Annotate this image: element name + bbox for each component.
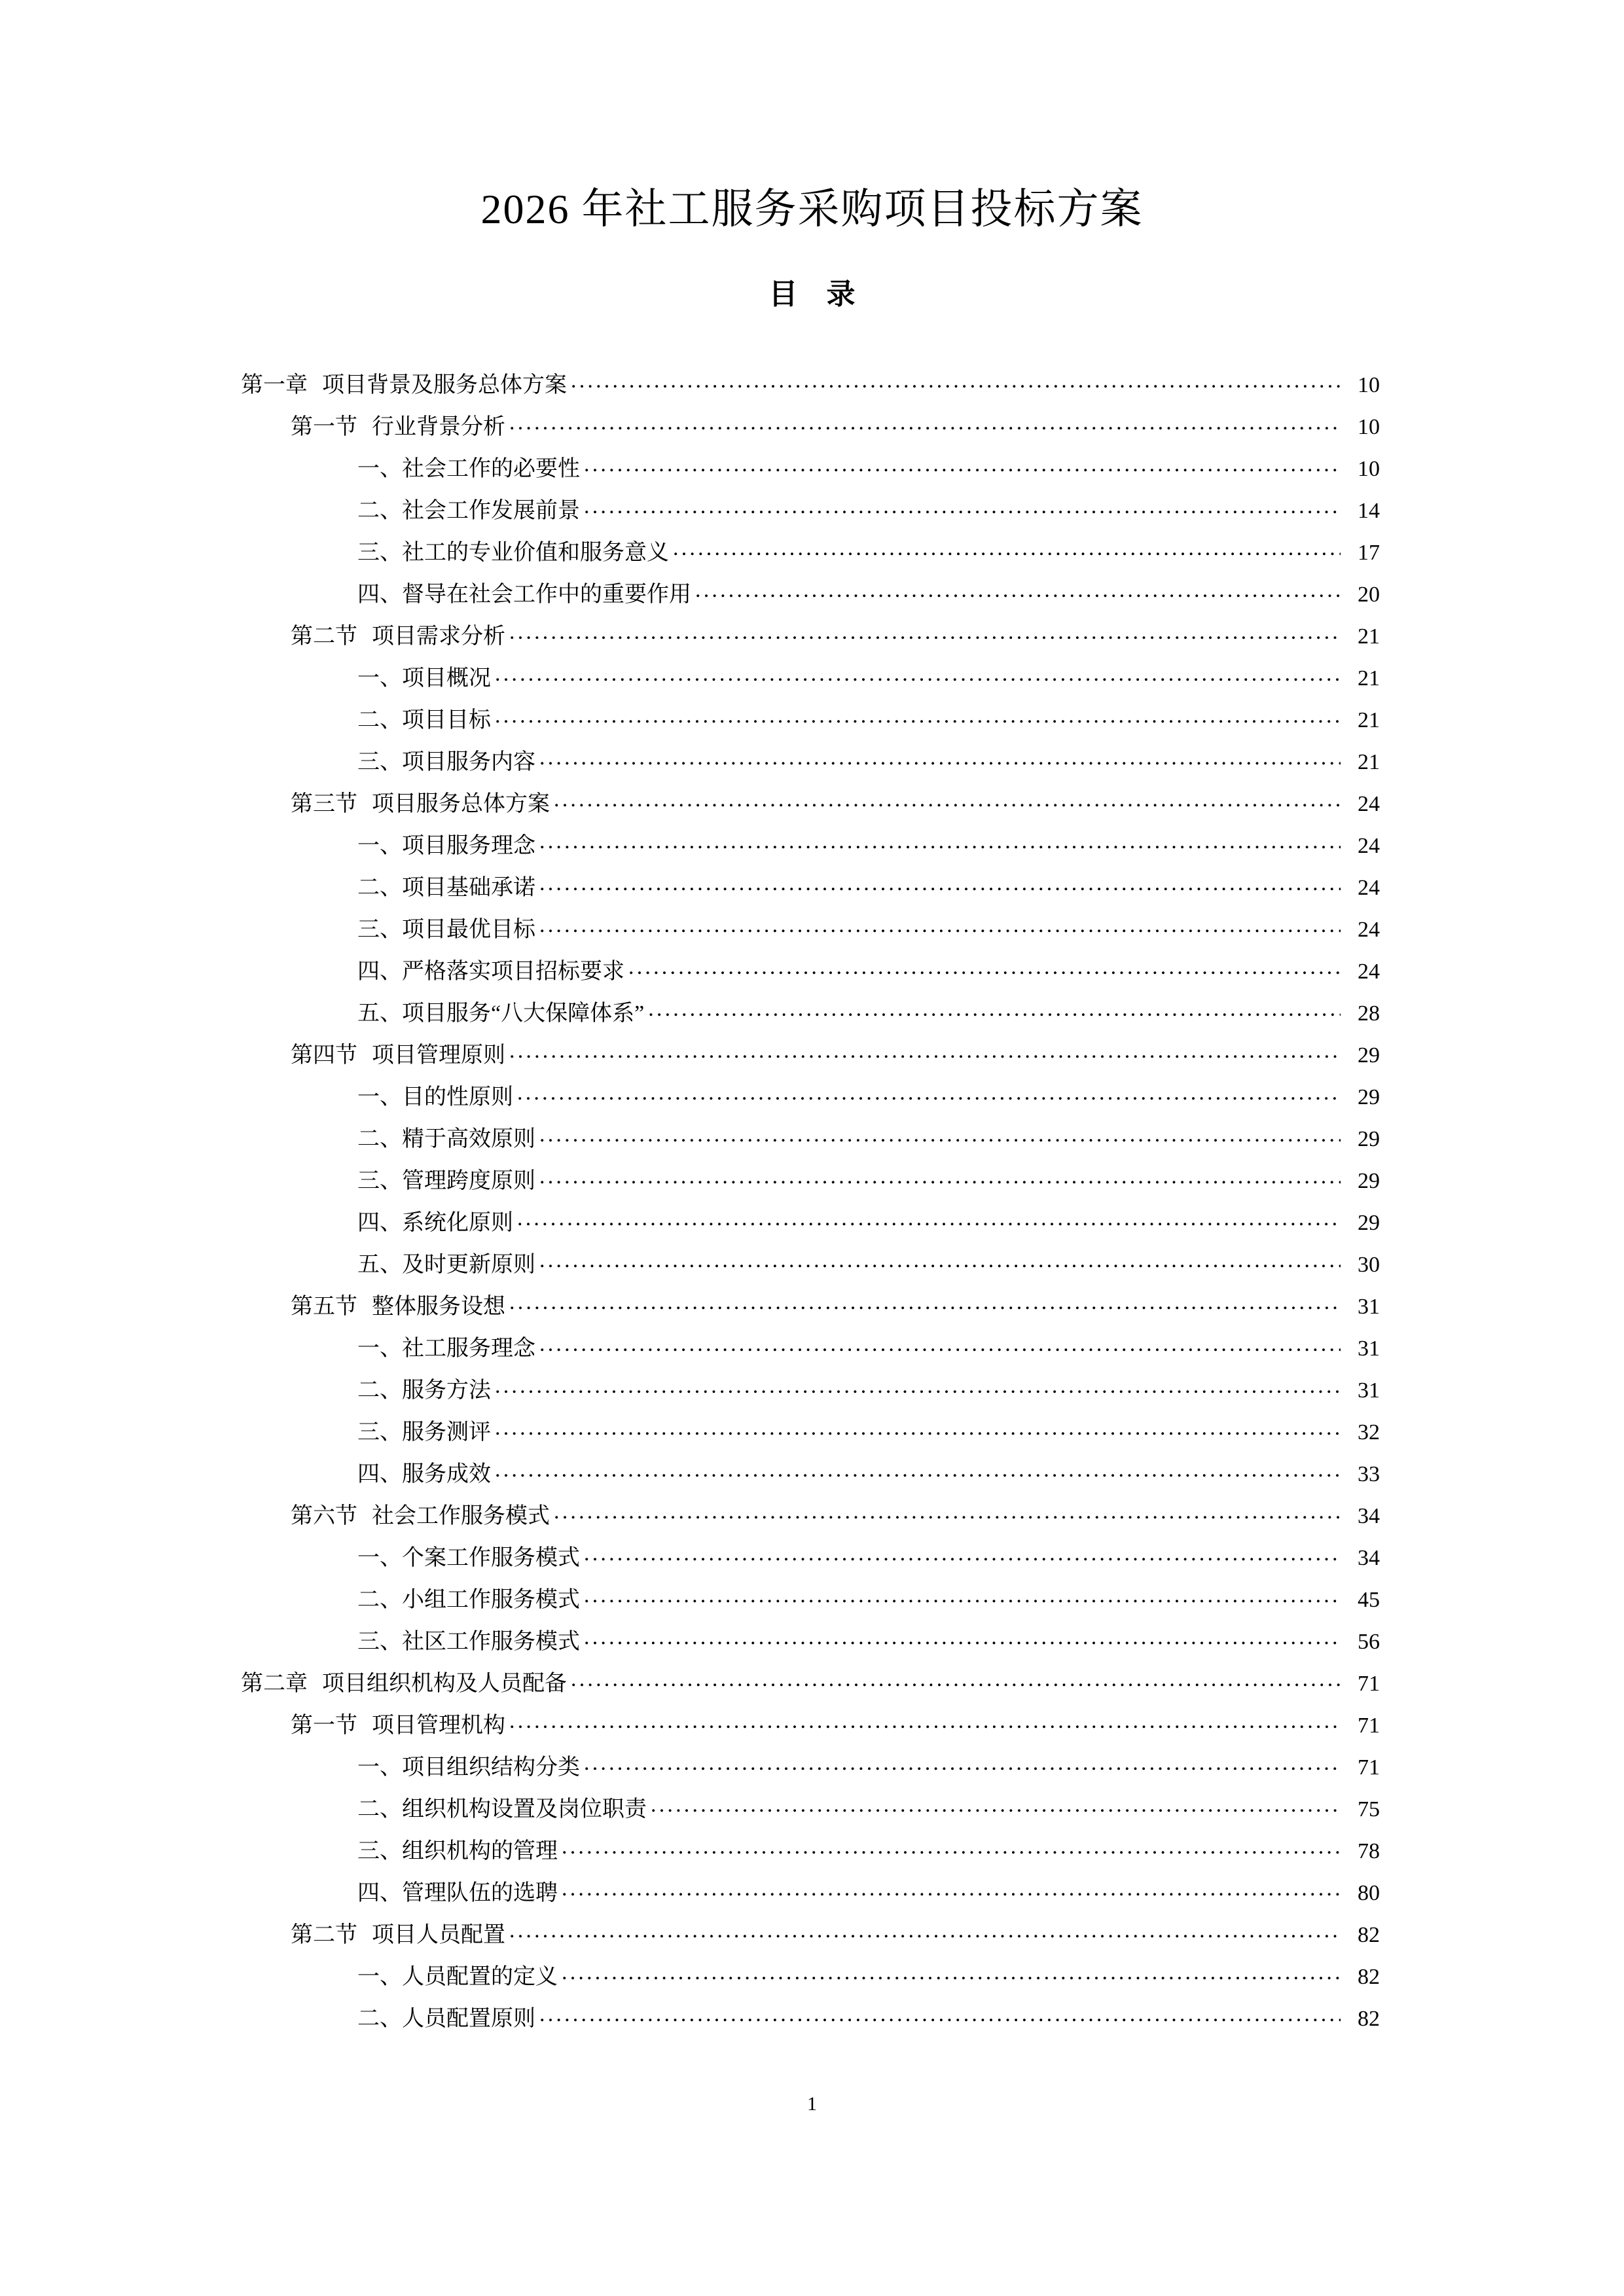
toc-entry-page-number: 29 — [1358, 1085, 1380, 1109]
toc-entry-page-number: 34 — [1358, 1546, 1380, 1570]
toc-entry-label — [357, 1454, 494, 1496]
toc-leader-dots — [495, 663, 1341, 685]
toc-entry-page-number: 24 — [1358, 792, 1380, 816]
toc-entry-page-number: 71 — [1358, 1713, 1380, 1738]
toc-entry-text: 管理跨度原则 — [402, 1169, 535, 1193]
toc-entry-page-number: 21 — [1358, 708, 1380, 732]
toc-entry-label — [357, 909, 538, 951]
toc-entry[interactable] — [357, 1119, 1380, 1160]
toc-leader-dots — [651, 1794, 1341, 1816]
toc-leader-dots — [673, 537, 1341, 560]
toc-leader-dots — [571, 1668, 1341, 1691]
toc-entry-label — [357, 448, 583, 490]
toc-entry-number: 第二章 — [241, 1672, 308, 1696]
toc-leader-dots — [495, 1459, 1341, 1481]
toc-leader-dots — [517, 1082, 1341, 1104]
toc-entry-number: 三、 — [357, 1169, 402, 1193]
toc-entry[interactable] — [291, 616, 1380, 658]
toc-entry-label — [357, 1747, 583, 1789]
toc-entry-text: 服务测评 — [402, 1420, 491, 1444]
toc-entry-number: 一、 — [357, 834, 402, 858]
toc-entry-number: 三、 — [357, 1839, 402, 1863]
toc-entry-page-number: 32 — [1358, 1420, 1380, 1444]
toc-entry-label — [291, 406, 508, 448]
toc-entry-page-number: 45 — [1358, 1588, 1380, 1612]
toc-entry-text: 项目最优目标 — [402, 918, 535, 942]
toc-entry-text: 社会工作发展前景 — [402, 499, 580, 523]
toc-leader-dots — [539, 914, 1341, 937]
toc-entry-number: 二、 — [357, 2007, 402, 2031]
toc-leader-dots — [495, 705, 1341, 727]
toc-entry-page-number: 21 — [1358, 624, 1380, 649]
toc-leader-dots — [648, 998, 1341, 1020]
toc-entry-text: 社工的专业价值和服务意义 — [402, 541, 669, 565]
toc-entry-page-number: 80 — [1358, 1881, 1380, 1905]
toc-entry[interactable] — [241, 365, 1380, 406]
toc-entry-page-number: 31 — [1358, 1295, 1380, 1319]
toc-entry[interactable] — [357, 993, 1380, 1035]
toc-entry[interactable] — [357, 1789, 1380, 1831]
toc-leader-dots — [509, 621, 1341, 643]
toc-entry-number: 五、 — [357, 1253, 402, 1277]
toc-entry-text: 项目管理机构 — [372, 1713, 505, 1738]
toc-entry-label — [291, 1035, 508, 1077]
toc-entry[interactable] — [291, 1914, 1380, 1956]
toc-entry-page-number: 78 — [1358, 1839, 1380, 1863]
toc-entry-number: 一、 — [357, 1546, 402, 1570]
toc-entry-number: 一、 — [357, 1336, 402, 1361]
toc-entry-label — [291, 1705, 508, 1747]
toc-entry-page-number: 82 — [1358, 2007, 1380, 2031]
toc-entry-page-number: 10 — [1358, 415, 1380, 439]
toc-entry-label — [357, 1956, 560, 1998]
toc-entry[interactable] — [357, 1873, 1380, 1914]
toc-entry-text: 组织机构设置及岗位职责 — [402, 1797, 647, 1821]
toc-entry-label — [357, 700, 494, 742]
toc-entry-page-number: 10 — [1358, 373, 1380, 397]
toc-leader-dots — [562, 1962, 1341, 1984]
toc-entry-text: 项目管理原则 — [372, 1043, 505, 1067]
toc-entry-number: 四、 — [357, 960, 402, 984]
toc-entry-number: 一、 — [357, 666, 402, 691]
toc-entry-text: 项目概况 — [402, 666, 491, 691]
toc-entry-text: 项目服务内容 — [402, 750, 535, 774]
toc-leader-dots — [554, 789, 1341, 811]
toc-entry[interactable] — [357, 532, 1380, 574]
toc-entry-text: 项目基础承诺 — [402, 876, 535, 900]
toc-entry-label — [357, 1077, 516, 1119]
toc-entry-page-number: 75 — [1358, 1797, 1380, 1821]
toc-entry-text: 管理队伍的选聘 — [402, 1881, 558, 1905]
toc-entry[interactable] — [291, 1496, 1380, 1537]
toc-entry-number: 一、 — [357, 1965, 402, 1989]
toc-entry-text: 服务成效 — [402, 1462, 491, 1486]
toc-entry-label — [357, 1998, 538, 2040]
toc-leader-dots — [539, 1249, 1341, 1272]
toc-entry-label — [357, 742, 538, 783]
toc-entry-label — [357, 1537, 583, 1579]
toc-entry-label — [357, 1621, 583, 1663]
toc-entry-label — [357, 490, 583, 532]
toc-entry[interactable] — [357, 909, 1380, 951]
toc-entry-number: 第二节 — [291, 624, 357, 649]
toc-entry-number: 第一章 — [241, 373, 308, 397]
toc-entry-label — [291, 783, 552, 825]
toc-entry-page-number: 24 — [1358, 876, 1380, 900]
toc-entry-label — [357, 1412, 494, 1454]
toc-entry-page-number: 24 — [1358, 960, 1380, 984]
toc-leader-dots — [562, 1878, 1341, 1900]
toc-entry-number: 二、 — [357, 876, 402, 900]
toc-entry-number: 第五节 — [291, 1295, 357, 1319]
toc-entry-number: 二、 — [357, 708, 402, 732]
toc-leader-dots — [509, 1040, 1341, 1062]
toc-entry[interactable] — [357, 1244, 1380, 1286]
toc-entry-page-number: 24 — [1358, 918, 1380, 942]
toc-entry-text: 及时更新原则 — [402, 1253, 535, 1277]
toc-entry-page-number: 28 — [1358, 1001, 1380, 1026]
toc-entry-label — [357, 951, 627, 993]
toc-entry-text: 社会工作的必要性 — [402, 457, 580, 481]
toc-entry-number: 二、 — [357, 1378, 402, 1403]
toc-entry-text: 服务方法 — [402, 1378, 491, 1403]
toc-entry-page-number: 21 — [1358, 750, 1380, 774]
toc-entry[interactable] — [357, 574, 1380, 616]
toc-leader-dots — [517, 1208, 1341, 1230]
toc-entry-text: 行业背景分析 — [372, 415, 505, 439]
toc-entry-text: 个案工作服务模式 — [402, 1546, 580, 1570]
toc-entry[interactable] — [357, 1956, 1380, 1998]
toc-entry-label — [241, 1663, 569, 1705]
toc-entry[interactable] — [357, 1537, 1380, 1579]
toc-entry-text: 社会工作服务模式 — [372, 1504, 550, 1528]
toc-entry[interactable] — [357, 700, 1380, 742]
toc-entry-number: 三、 — [357, 1630, 402, 1654]
toc-leader-dots — [539, 872, 1341, 895]
toc-entry-text: 项目人员配置 — [372, 1923, 505, 1947]
toc-entry-text: 项目服务总体方案 — [372, 792, 550, 816]
toc-leader-dots — [509, 1291, 1341, 1314]
toc-leader-dots — [539, 747, 1341, 769]
toc-entry-page-number: 30 — [1358, 1253, 1380, 1277]
toc-entry-text: 精于高效原则 — [402, 1127, 535, 1151]
toc-entry-number: 四、 — [357, 1881, 402, 1905]
toc-leader-dots — [539, 831, 1341, 853]
toc-entry-number: 第一节 — [291, 415, 357, 439]
toc-entry-number: 一、 — [357, 1755, 402, 1780]
toc-entry-page-number: 24 — [1358, 834, 1380, 858]
toc-entry-number: 第四节 — [291, 1043, 357, 1067]
toc-entry[interactable] — [357, 490, 1380, 532]
toc-entry-page-number: 29 — [1358, 1169, 1380, 1193]
toc-entry[interactable] — [357, 951, 1380, 993]
toc-entry-label — [291, 1286, 508, 1328]
toc-entry-number: 第六节 — [291, 1504, 357, 1528]
toc-leader-dots — [539, 1124, 1341, 1146]
toc-entry-page-number: 14 — [1358, 499, 1380, 523]
toc-entry-number: 一、 — [357, 1085, 402, 1109]
toc-entry[interactable] — [291, 783, 1380, 825]
toc-entry[interactable] — [357, 1160, 1380, 1202]
toc-entry-text: 督导在社会工作中的重要作用 — [402, 583, 691, 607]
toc-entry-page-number: 29 — [1358, 1043, 1380, 1067]
toc-leader-dots — [584, 454, 1341, 476]
toc-entry-page-number: 29 — [1358, 1211, 1380, 1235]
toc-entry-label — [291, 616, 508, 658]
toc-leader-dots — [695, 579, 1341, 601]
toc-entry-text: 项目服务理念 — [402, 834, 535, 858]
toc-entry[interactable] — [357, 448, 1380, 490]
toc-entry[interactable] — [357, 1831, 1380, 1873]
toc-entry-number: 四、 — [357, 1462, 402, 1486]
toc-leader-dots — [584, 1626, 1341, 1649]
toc-entry-page-number: 71 — [1358, 1672, 1380, 1696]
toc-entry-label — [291, 1496, 552, 1537]
toc-entry-page-number: 71 — [1358, 1755, 1380, 1780]
toc-entry[interactable] — [357, 742, 1380, 783]
toc-entry[interactable] — [357, 1412, 1380, 1454]
table-of-contents — [241, 365, 1380, 2040]
toc-leader-dots — [509, 412, 1341, 434]
toc-entry-number: 三、 — [357, 750, 402, 774]
toc-entry-page-number: 31 — [1358, 1378, 1380, 1403]
toc-entry[interactable] — [357, 1747, 1380, 1789]
document-title: 2026 年社工服务采购项目投标方案 — [480, 186, 1144, 232]
toc-entry-text: 项目组织结构分类 — [402, 1755, 580, 1780]
toc-entry-label — [291, 1914, 508, 1956]
toc-entry-page-number: 82 — [1358, 1965, 1380, 1989]
toc-leader-dots — [539, 2003, 1341, 2026]
toc-entry-label — [357, 1328, 538, 1370]
toc-entry-number: 四、 — [357, 583, 402, 607]
toc-entry-number: 第一节 — [291, 1713, 357, 1738]
toc-entry-label — [357, 1202, 516, 1244]
toc-entry[interactable] — [357, 1202, 1380, 1244]
page-number-footer: 1 — [807, 2093, 817, 2115]
toc-leader-dots — [554, 1501, 1341, 1523]
toc-entry-text: 严格落实项目招标要求 — [402, 960, 624, 984]
toc-entry-page-number: 31 — [1358, 1336, 1380, 1361]
toc-entry[interactable] — [357, 1579, 1380, 1621]
toc-entry-page-number: 33 — [1358, 1462, 1380, 1486]
toc-leader-dots — [539, 1166, 1341, 1188]
toc-entry-page-number: 56 — [1358, 1630, 1380, 1654]
toc-entry[interactable] — [357, 867, 1380, 909]
toc-entry[interactable] — [291, 1035, 1380, 1077]
toc-entry[interactable] — [291, 1705, 1380, 1747]
toc-entry-number: 二、 — [357, 499, 402, 523]
toc-entry[interactable] — [357, 658, 1380, 700]
toc-entry-page-number: 21 — [1358, 666, 1380, 691]
toc-entry-number: 第三节 — [291, 792, 357, 816]
toc-entry-label — [357, 1370, 494, 1412]
toc-leader-dots — [509, 1710, 1341, 1732]
toc-entry-text: 人员配置原则 — [402, 2007, 535, 2031]
toc-entry-number: 四、 — [357, 1211, 402, 1235]
toc-leader-dots — [584, 1752, 1341, 1774]
toc-entry-text: 项目服务“八大保障体系” — [402, 1001, 645, 1026]
toc-entry[interactable] — [241, 1663, 1380, 1705]
toc-entry-page-number: 20 — [1358, 583, 1380, 607]
toc-entry[interactable] — [357, 1454, 1380, 1496]
toc-leader-dots — [571, 370, 1341, 392]
toc-entry-text: 项目目标 — [402, 708, 491, 732]
toc-entry-text: 社工服务理念 — [402, 1336, 535, 1361]
toc-entry-label — [357, 1831, 560, 1873]
toc-entry-label — [241, 365, 569, 406]
toc-entry-label — [357, 1579, 583, 1621]
toc-heading-char-right: 录 — [826, 278, 856, 310]
toc-entry-page-number: 29 — [1358, 1127, 1380, 1151]
toc-entry-label — [357, 993, 647, 1035]
toc-entry-text: 整体服务设想 — [372, 1295, 505, 1319]
toc-entry-label — [357, 825, 538, 867]
toc-entry-text: 项目需求分析 — [372, 624, 505, 649]
toc-leader-dots — [584, 1585, 1341, 1607]
toc-entry-number: 二、 — [357, 1127, 402, 1151]
toc-entry-number: 三、 — [357, 1420, 402, 1444]
toc-entry-label — [357, 574, 694, 616]
toc-entry-number: 一、 — [357, 457, 402, 481]
toc-entry-text: 组织机构的管理 — [402, 1839, 558, 1863]
toc-entry-page-number: 82 — [1358, 1923, 1380, 1947]
table-of-contents-heading — [0, 280, 1624, 309]
toc-entry[interactable] — [357, 825, 1380, 867]
toc-entry-label — [357, 1160, 538, 1202]
toc-leader-dots — [628, 956, 1341, 978]
toc-entry-text: 目的性原则 — [402, 1085, 513, 1109]
toc-entry[interactable] — [357, 1998, 1380, 2040]
toc-leader-dots — [584, 495, 1341, 518]
toc-entry-text: 项目组织机构及人员配备 — [322, 1672, 567, 1696]
toc-entry-label — [357, 867, 538, 909]
toc-entry-text: 系统化原则 — [402, 1211, 513, 1235]
toc-entry[interactable] — [357, 1621, 1380, 1663]
toc-entry-text: 社区工作服务模式 — [402, 1630, 580, 1654]
toc-entry-text: 小组工作服务模式 — [402, 1588, 580, 1612]
toc-entry-page-number: 34 — [1358, 1504, 1380, 1528]
toc-entry-label — [357, 532, 672, 574]
toc-entry-page-number: 17 — [1358, 541, 1380, 565]
toc-leader-dots — [584, 1543, 1341, 1565]
toc-leader-dots — [562, 1836, 1341, 1858]
toc-leader-dots — [495, 1417, 1341, 1439]
toc-entry[interactable] — [291, 1286, 1380, 1328]
toc-entry[interactable] — [291, 406, 1380, 448]
toc-heading-char-left: 目 — [768, 278, 798, 310]
toc-entry-text: 项目背景及服务总体方案 — [322, 373, 567, 397]
toc-leader-dots — [539, 1333, 1341, 1355]
toc-entry[interactable] — [357, 1370, 1380, 1412]
toc-entry-label — [357, 1873, 560, 1914]
toc-entry-number: 第二节 — [291, 1923, 357, 1947]
toc-entry-number: 三、 — [357, 918, 402, 942]
toc-leader-dots — [495, 1375, 1341, 1397]
toc-entry-label — [357, 1119, 538, 1160]
toc-entry-label — [357, 658, 494, 700]
toc-entry-text: 人员配置的定义 — [402, 1965, 558, 1989]
toc-entry-label — [357, 1244, 538, 1286]
toc-entry[interactable] — [357, 1328, 1380, 1370]
toc-entry-label — [357, 1789, 649, 1831]
toc-entry-page-number: 10 — [1358, 457, 1380, 481]
toc-entry-number: 五、 — [357, 1001, 402, 1026]
toc-entry-number: 二、 — [357, 1797, 402, 1821]
toc-entry-number: 三、 — [357, 541, 402, 565]
toc-entry-number: 二、 — [357, 1588, 402, 1612]
toc-entry[interactable] — [357, 1077, 1380, 1119]
toc-leader-dots — [509, 1920, 1341, 1942]
